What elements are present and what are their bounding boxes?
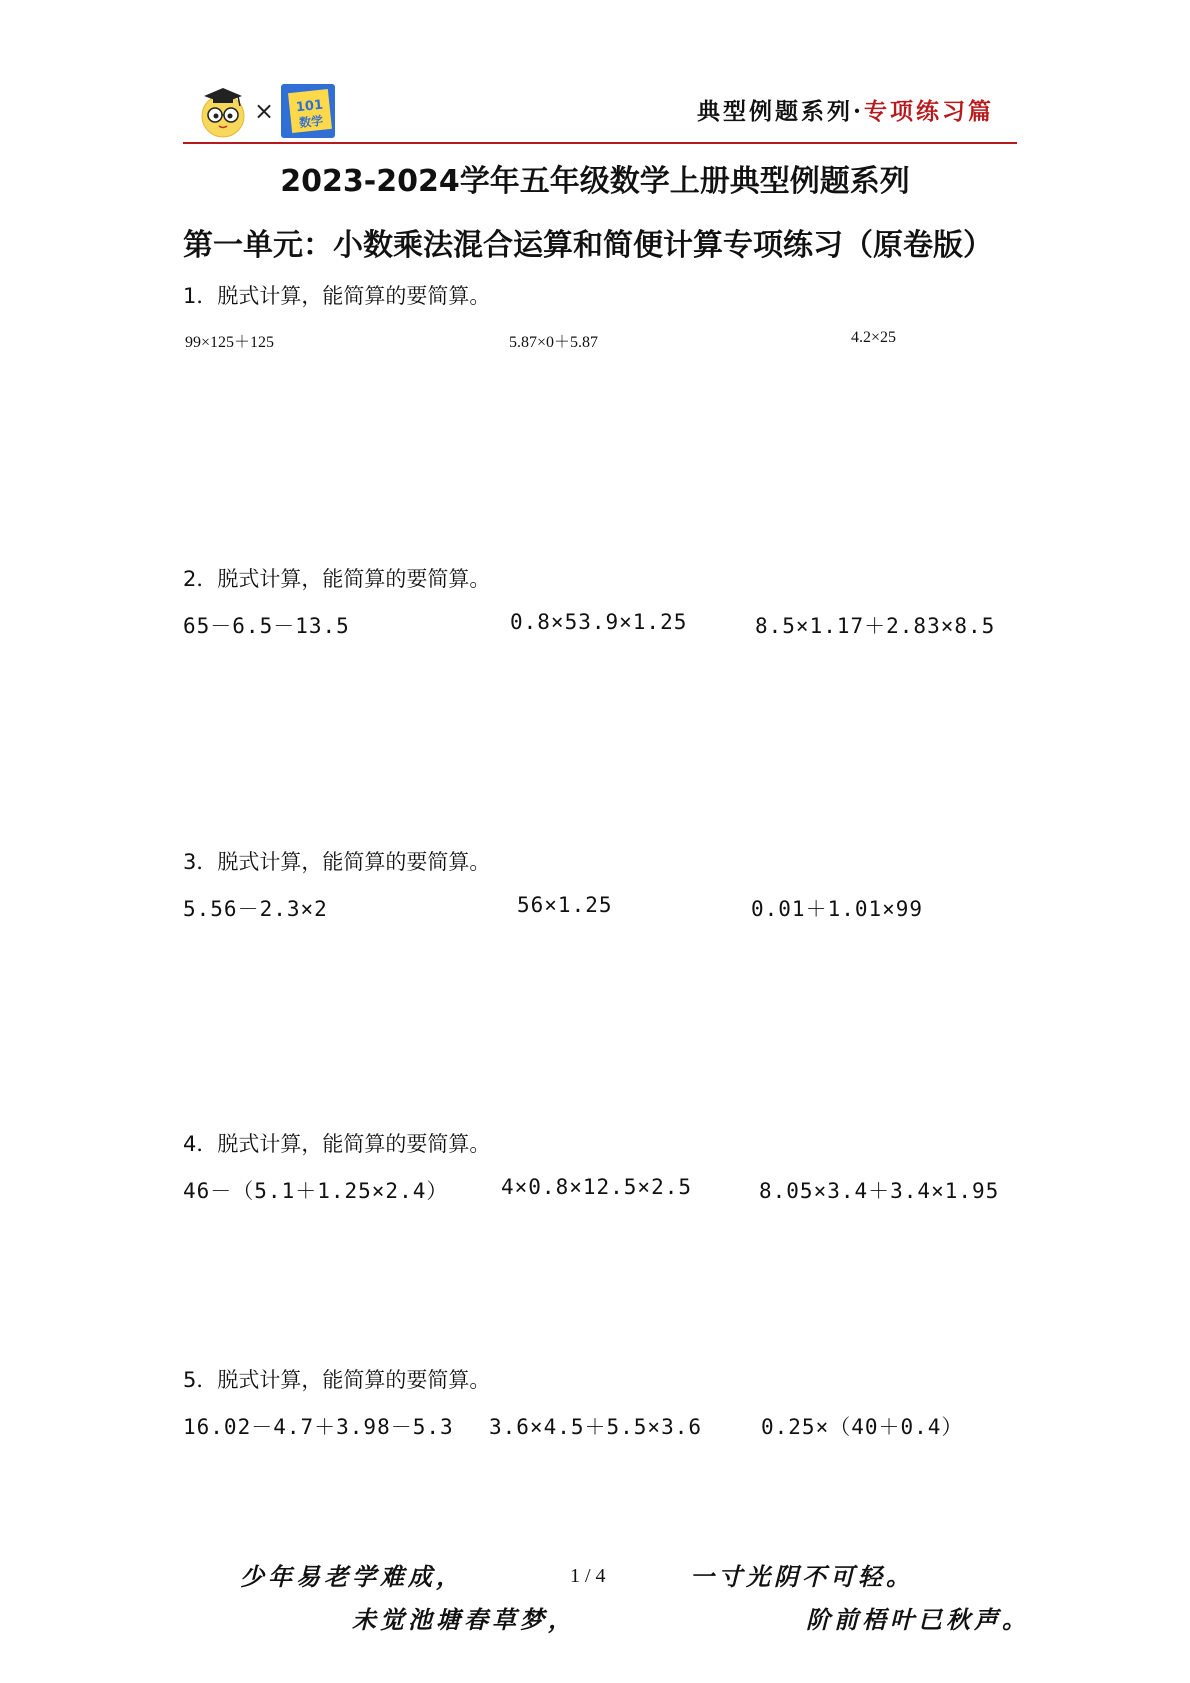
expression-3: 0.01＋1.01×99 [751,897,924,921]
series-accent: 专项练习篇 [864,98,994,125]
question-expressions [183,610,1013,640]
svg-text:数学: 数学 [298,113,324,131]
expression-3: 8.05×3.4＋3.4×1.95 [759,1179,1000,1203]
document-subtitle: 第一单元：小数乘法混合运算和简便计算专项练习（原卷版） [183,228,993,263]
poem-line-1-right: 一寸光阴不可轻。 [690,1562,914,1591]
brand-101-math-logo-icon [280,83,336,139]
question-5 [183,1365,1013,1441]
poem-line-2-left: 未觉池塘春草梦， [352,1605,576,1634]
question-prompt: 2．脱式计算，能简算的要简算。 [183,567,491,591]
question-prompt: 4．脱式计算，能简算的要简算。 [183,1132,491,1156]
expression-2: 4×0.8×12.5×2.5 [501,1175,693,1199]
expression-1: 5.56－2.3×2 [183,897,328,921]
question-expressions [183,327,1013,357]
question-expressions [183,1411,1013,1441]
expression-2: 0.8×53.9×1.25 [510,610,688,634]
page-number: 1 / 4 [570,1565,606,1587]
question-3 [183,847,1013,923]
header-divider [183,142,1017,144]
series-prefix: 典型例题系列· [696,98,864,125]
question-expressions [183,1175,1013,1205]
question-2 [183,564,1013,640]
expression-3: 0.25×（40＋0.4） [761,1415,964,1439]
document-title: 2023-2024学年五年级数学上册典型例题系列 [280,164,910,199]
question-expressions [183,893,1013,923]
poem-line-2-right: 阶前梧叶已秋声。 [806,1605,1030,1634]
expression-1: 16.02－4.7＋3.98－5.3 [183,1415,454,1439]
question-prompt: 3．脱式计算，能简算的要简算。 [183,850,491,874]
expression-2: 3.6×4.5＋5.5×3.6 [489,1415,703,1439]
question-4 [183,1129,1013,1205]
times-sign: × [254,97,275,125]
mascot-owl-icon [198,84,248,138]
expression-1: 99×125＋125 [185,334,275,351]
poem-line-1-left: 少年易老学难成， [240,1562,464,1591]
expression-1: 65－6.5－13.5 [183,614,350,638]
expression-1: 46－（5.1＋1.25×2.4） [183,1179,449,1203]
expression-3: 4.2×25 [851,329,897,346]
question-1 [183,281,1013,357]
svg-text:101: 101 [295,97,324,116]
question-prompt: 5．脱式计算，能简算的要简算。 [183,1368,491,1392]
header-series-label [697,93,994,126]
expression-2: 56×1.25 [517,893,613,917]
header-logos [198,82,336,140]
question-prompt: 1．脱式计算，能简算的要简算。 [183,284,491,308]
expression-3: 8.5×1.17＋2.83×8.5 [755,614,996,638]
expression-2: 5.87×0＋5.87 [509,334,599,351]
